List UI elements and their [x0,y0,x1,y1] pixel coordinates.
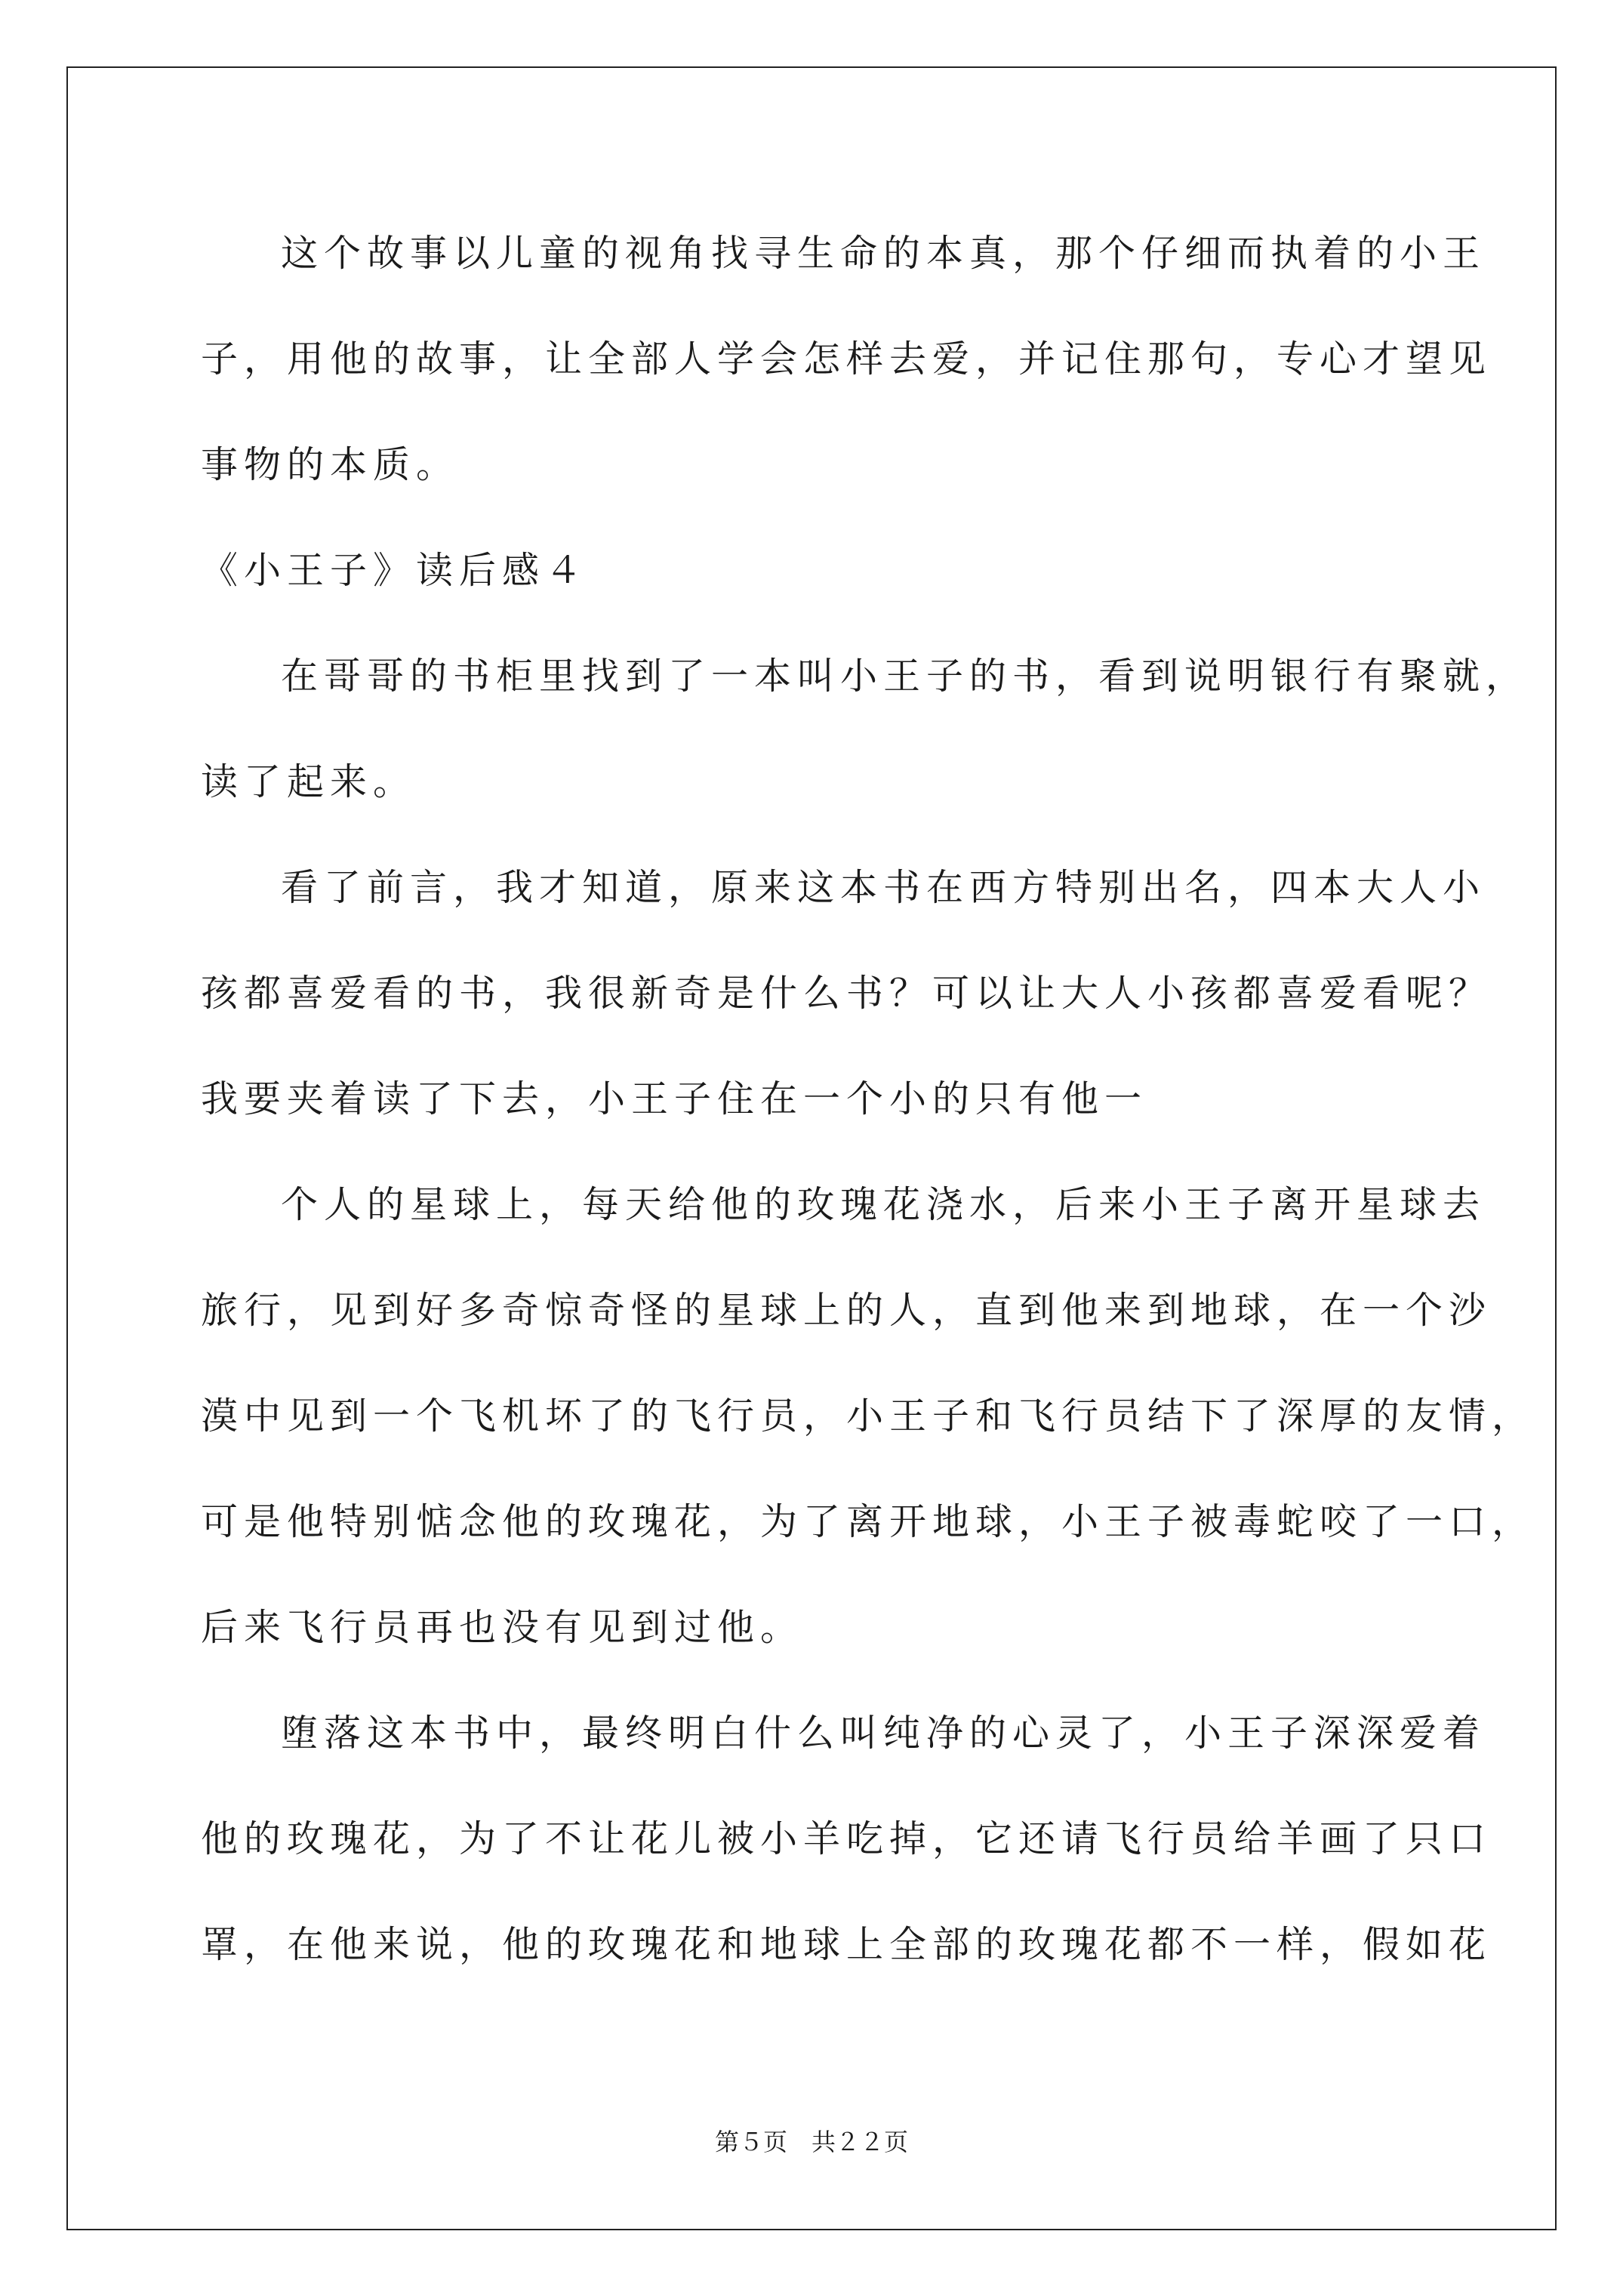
page-footer: 第５页 共２２页 [714,2128,908,2156]
paragraph-line: 旅行，见到好多奇惊奇怪的星球上的人，直到他来到地球，在一个沙 [201,1289,1492,1332]
paragraph-line: 可是他特别惦念他的玫瑰花，为了离开地球，小王子被毒蛇咬了一口， [201,1500,1535,1543]
paragraph-line: 孩都喜爱看的书，我很新奇是什么书？可以让大人小孩都喜爱看呢？ [201,972,1492,1015]
paragraph-line: 后来飞行员再也没有见到过他。 [201,1606,804,1649]
paragraph-line: 他的玫瑰花，为了不让花儿被小羊吃掉，它还请飞行员给羊画了只口 [201,1817,1492,1860]
paragraph-line: 读了起来。 [201,760,417,803]
section-heading: 《小王子》读后感４ [201,549,589,592]
paragraph-line: 这个故事以儿童的视角找寻生命的本真，那个仔细而执着的小王 [281,232,1486,275]
paragraph-line: 事物的本质。 [201,443,460,486]
paragraph-line: 个人的星球上，每天给他的玫瑰花浇水，后来小王子离开星球去 [281,1183,1486,1226]
paragraph-line: 子，用他的故事，让全部人学会怎样去爱，并记住那句，专心才望见 [201,337,1492,381]
page-border [66,66,1557,2230]
paragraph-line: 罩，在他来说，他的玫瑰花和地球上全部的玫瑰花都不一样，假如花 [201,1923,1492,1966]
paragraph-line: 漠中见到一个飞机坏了的飞行员，小王子和飞行员结下了深厚的友情， [201,1395,1535,1438]
paragraph-line: 堕落这本书中，最终明白什么叫纯净的心灵了，小王子深深爱着 [281,1712,1486,1755]
paragraph-line: 看了前言，我才知道，原来这本书在西方特别出名，四本大人小 [281,866,1486,909]
paragraph-line: 我要夹着读了下去，小王子住在一个小的只有他一 [201,1077,1148,1120]
paragraph-line: 在哥哥的书柜里找到了一本叫小王子的书，看到说明银行有聚就， [281,655,1529,698]
